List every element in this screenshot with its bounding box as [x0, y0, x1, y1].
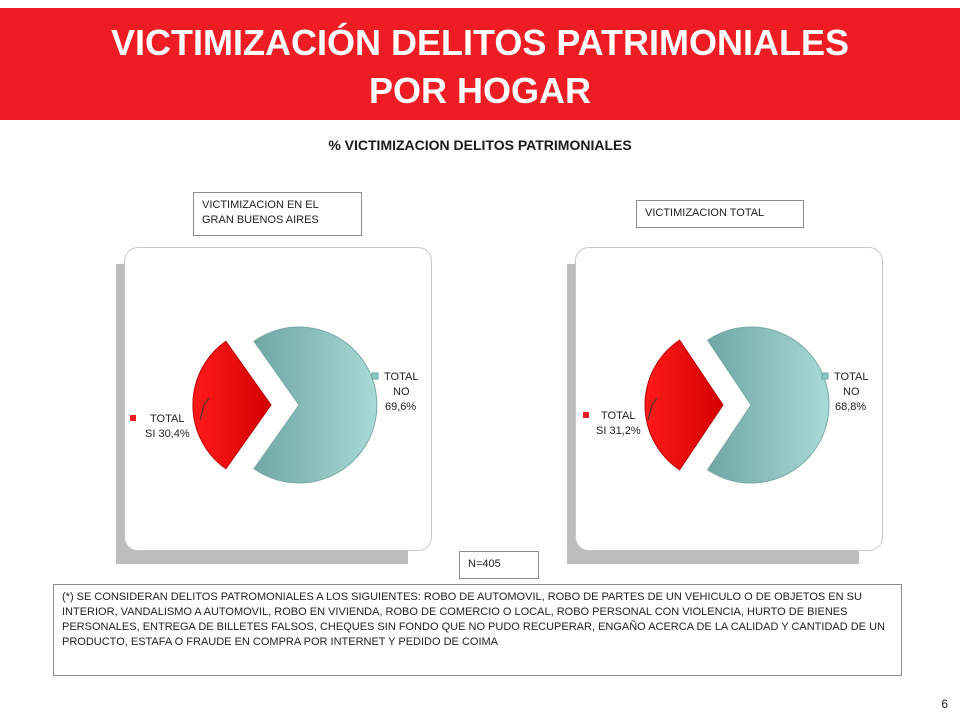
footnote-box: (*) SE CONSIDERAN DELITOS PATROMONIALES A LOS SIGUIENTES: ROBO DE AUTOMOVIL, ROBO DE PARTES DE UN VEHICULO O DE OBJETOS EN SU INTERIOR, VANDALISMO A AUTOMOVIL, ROBO EN VIVIENDA, ROBO DE COMERCIO O LOCAL, ROBO PERSONAL CON VIOLENCIA, HURTO DE BIENES PERSONALES, ENTREGA DE BILLETES FALSOS, CHEQUES SIN FONDO QUE NO PUDO RECUPERAR, ENGAÑO ACERCA DE LA CALIDAD Y CANTIDAD DE UN PRODUCTO, ESTAFA O FRAUDE EN COMPRA POR INTERNET Y PEDIDO DE COIMA [53, 584, 902, 676]
chart2-label-no-line2: NO [843, 386, 860, 398]
chart2-label-si-line2: SI 31,2% [596, 425, 641, 437]
chart1-legend-swatch-si [130, 415, 136, 421]
chart1-title-line2: GRAN BUENOS AIRES [202, 214, 319, 226]
chart2-label-no-line3: 68,8% [835, 401, 867, 413]
chart1-label-no-line2: NO [393, 386, 410, 398]
chart1-slice-no [254, 327, 377, 483]
chart1-label-no-line1: TOTAL [384, 371, 419, 383]
page-title-line1: VICTIMIZACIÓN DELITOS PATRIMONIALES [111, 22, 849, 63]
chart2-slice-no [708, 327, 829, 483]
sample-size-box: N=405 [459, 551, 539, 579]
chart2-legend-swatch-no [822, 373, 828, 379]
page-title-line2: POR HOGAR [368, 70, 591, 111]
chart2-label-si-line1: TOTAL [601, 410, 636, 422]
chart1-slice-si [193, 341, 271, 468]
chart1-title-line1: VICTIMIZACION EN EL [202, 199, 319, 211]
chart1-pie [130, 327, 418, 483]
chart-subtitle: % VICTIMIZACION DELITOS PATRIMONIALES [328, 137, 632, 153]
chart2-title-line1: VICTIMIZACION TOTAL [645, 207, 765, 219]
chart1-label-si-line2: SI 30,4% [145, 428, 190, 440]
chart1-legend-swatch-no [372, 373, 378, 379]
chart2-pie [583, 327, 868, 483]
chart2-slice-si [645, 340, 723, 470]
chart1-label-no-line3: 69,6% [385, 401, 417, 413]
chart1-label-si-line1: TOTAL [150, 413, 185, 425]
chart2-label-no-line1: TOTAL [834, 371, 869, 383]
chart2-legend-swatch-si [583, 412, 589, 418]
page-number: 6 [941, 697, 948, 711]
